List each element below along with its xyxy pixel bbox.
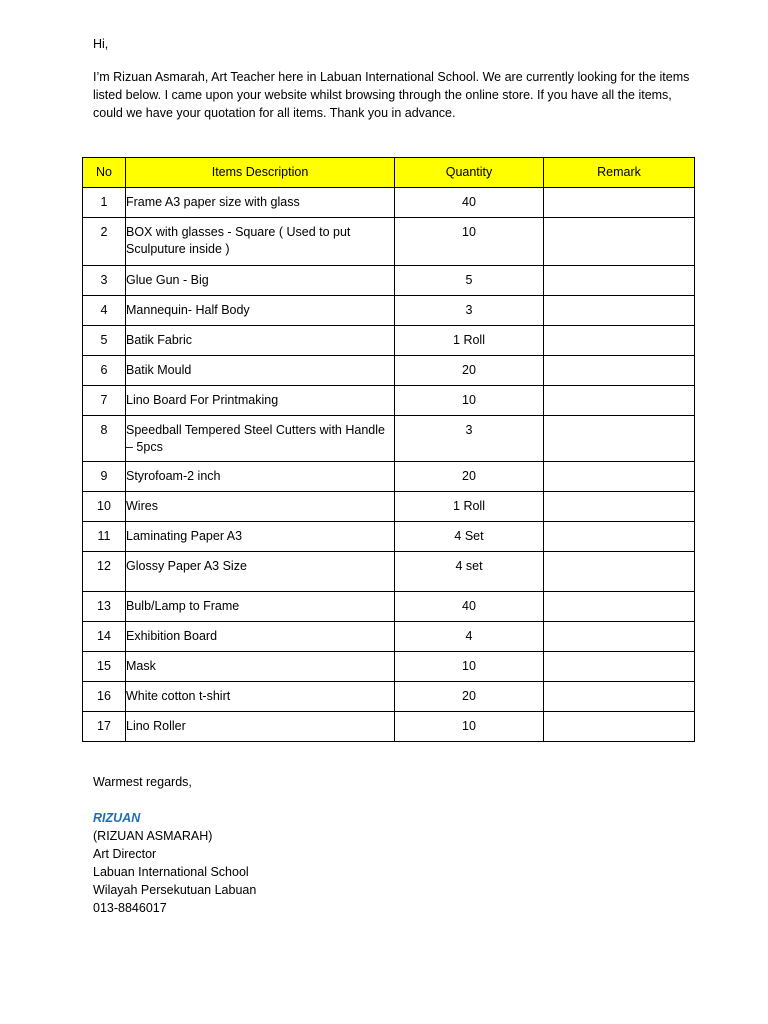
row-no: 6 xyxy=(83,356,126,386)
header-row xyxy=(83,158,695,188)
row-quantity: 4 xyxy=(395,622,544,652)
row-description: Lino Board For Printmaking xyxy=(126,386,395,416)
row-no: 2 xyxy=(83,218,126,266)
row-remark xyxy=(544,296,695,326)
row-quantity: 10 xyxy=(395,218,544,266)
row-no: 13 xyxy=(83,592,126,622)
table-row xyxy=(83,682,695,712)
row-description: Batik Mould xyxy=(126,356,395,386)
table-row xyxy=(83,552,695,592)
table-row xyxy=(83,188,695,218)
row-no: 10 xyxy=(83,492,126,522)
row-remark xyxy=(544,592,695,622)
row-no: 7 xyxy=(83,386,126,416)
row-remark xyxy=(544,652,695,682)
row-description: Glossy Paper A3 Size xyxy=(126,552,395,592)
table-row xyxy=(83,416,695,462)
items-table-header xyxy=(83,158,695,188)
row-description: Mannequin- Half Body xyxy=(126,296,395,326)
signature-location: Wilayah Persekutuan Labuan xyxy=(93,883,257,897)
row-quantity: 40 xyxy=(395,188,544,218)
table-row xyxy=(83,712,695,742)
table-row xyxy=(83,522,695,552)
row-description: Styrofoam-2 inch xyxy=(126,462,395,492)
signed-name: RIZUAN xyxy=(93,811,141,825)
row-quantity: 3 xyxy=(395,296,544,326)
row-description: BOX with glasses - Square ( Used to put Sculputure inside ) xyxy=(126,218,395,266)
row-no: 14 xyxy=(83,622,126,652)
row-no: 9 xyxy=(83,462,126,492)
row-quantity: 4 set xyxy=(395,552,544,592)
row-quantity: 1 Roll xyxy=(395,326,544,356)
closing-line: Warmest regards, xyxy=(93,775,192,789)
row-remark xyxy=(544,552,695,592)
row-remark xyxy=(544,266,695,296)
row-no: 17 xyxy=(83,712,126,742)
row-remark xyxy=(544,188,695,218)
row-description: Laminating Paper A3 xyxy=(126,522,395,552)
signature-block xyxy=(93,809,256,917)
intro-paragraph: I’m Rizuan Asmarah, Art Teacher here in Labuan International School. We are currently looking for the items listed below. I came upon your website whilst browsing through the online store. If you have all the items, could we have your quotation for all items. Thank you in advance. xyxy=(93,70,690,120)
row-remark xyxy=(544,326,695,356)
row-no: 5 xyxy=(83,326,126,356)
row-remark xyxy=(544,682,695,712)
table-row xyxy=(83,492,695,522)
row-remark xyxy=(544,386,695,416)
row-description: Wires xyxy=(126,492,395,522)
row-quantity: 20 xyxy=(395,462,544,492)
table-row xyxy=(83,266,695,296)
row-description: Bulb/Lamp to Frame xyxy=(126,592,395,622)
table-row xyxy=(83,296,695,326)
row-description: Exhibition Board xyxy=(126,622,395,652)
items-table xyxy=(82,157,695,742)
row-quantity: 10 xyxy=(395,386,544,416)
row-description: Glue Gun - Big xyxy=(126,266,395,296)
row-quantity: 40 xyxy=(395,592,544,622)
table-row xyxy=(83,326,695,356)
row-no: 11 xyxy=(83,522,126,552)
row-remark xyxy=(544,492,695,522)
row-remark xyxy=(544,522,695,552)
table-row xyxy=(83,356,695,386)
row-no: 4 xyxy=(83,296,126,326)
row-quantity: 1 Roll xyxy=(395,492,544,522)
row-description: Frame A3 paper size with glass xyxy=(126,188,395,218)
table-row xyxy=(83,462,695,492)
header-no: No xyxy=(83,158,126,188)
row-no: 16 xyxy=(83,682,126,712)
row-description: White cotton t-shirt xyxy=(126,682,395,712)
header-quantity: Quantity xyxy=(395,158,544,188)
row-no: 3 xyxy=(83,266,126,296)
row-remark xyxy=(544,622,695,652)
row-quantity: 4 Set xyxy=(395,522,544,552)
row-no: 1 xyxy=(83,188,126,218)
header-description: Items Description xyxy=(126,158,395,188)
table-row xyxy=(83,386,695,416)
row-remark xyxy=(544,416,695,462)
row-quantity: 3 xyxy=(395,416,544,462)
row-no: 12 xyxy=(83,552,126,592)
table-row xyxy=(83,218,695,266)
table-row xyxy=(83,592,695,622)
row-quantity: 10 xyxy=(395,652,544,682)
signature-phone: 013-8846017 xyxy=(93,901,167,915)
signature-title: Art Director xyxy=(93,847,157,861)
row-description: Speedball Tempered Steel Cutters with Handle – 5pcs xyxy=(126,416,395,462)
row-description: Mask xyxy=(126,652,395,682)
signature-full-name: (RIZUAN ASMARAH) xyxy=(93,829,213,843)
row-remark xyxy=(544,462,695,492)
row-remark xyxy=(544,356,695,386)
header-remark: Remark xyxy=(544,158,695,188)
signature-school: Labuan International School xyxy=(93,865,249,879)
row-quantity: 10 xyxy=(395,712,544,742)
row-no: 15 xyxy=(83,652,126,682)
table-row xyxy=(83,622,695,652)
row-remark xyxy=(544,712,695,742)
table-row xyxy=(83,652,695,682)
row-quantity: 5 xyxy=(395,266,544,296)
row-description: Batik Fabric xyxy=(126,326,395,356)
row-quantity: 20 xyxy=(395,682,544,712)
greeting: Hi, xyxy=(93,37,109,51)
row-no: 8 xyxy=(83,416,126,462)
row-description: Lino Roller xyxy=(126,712,395,742)
row-quantity: 20 xyxy=(395,356,544,386)
row-remark xyxy=(544,218,695,266)
items-table-body xyxy=(83,188,695,742)
